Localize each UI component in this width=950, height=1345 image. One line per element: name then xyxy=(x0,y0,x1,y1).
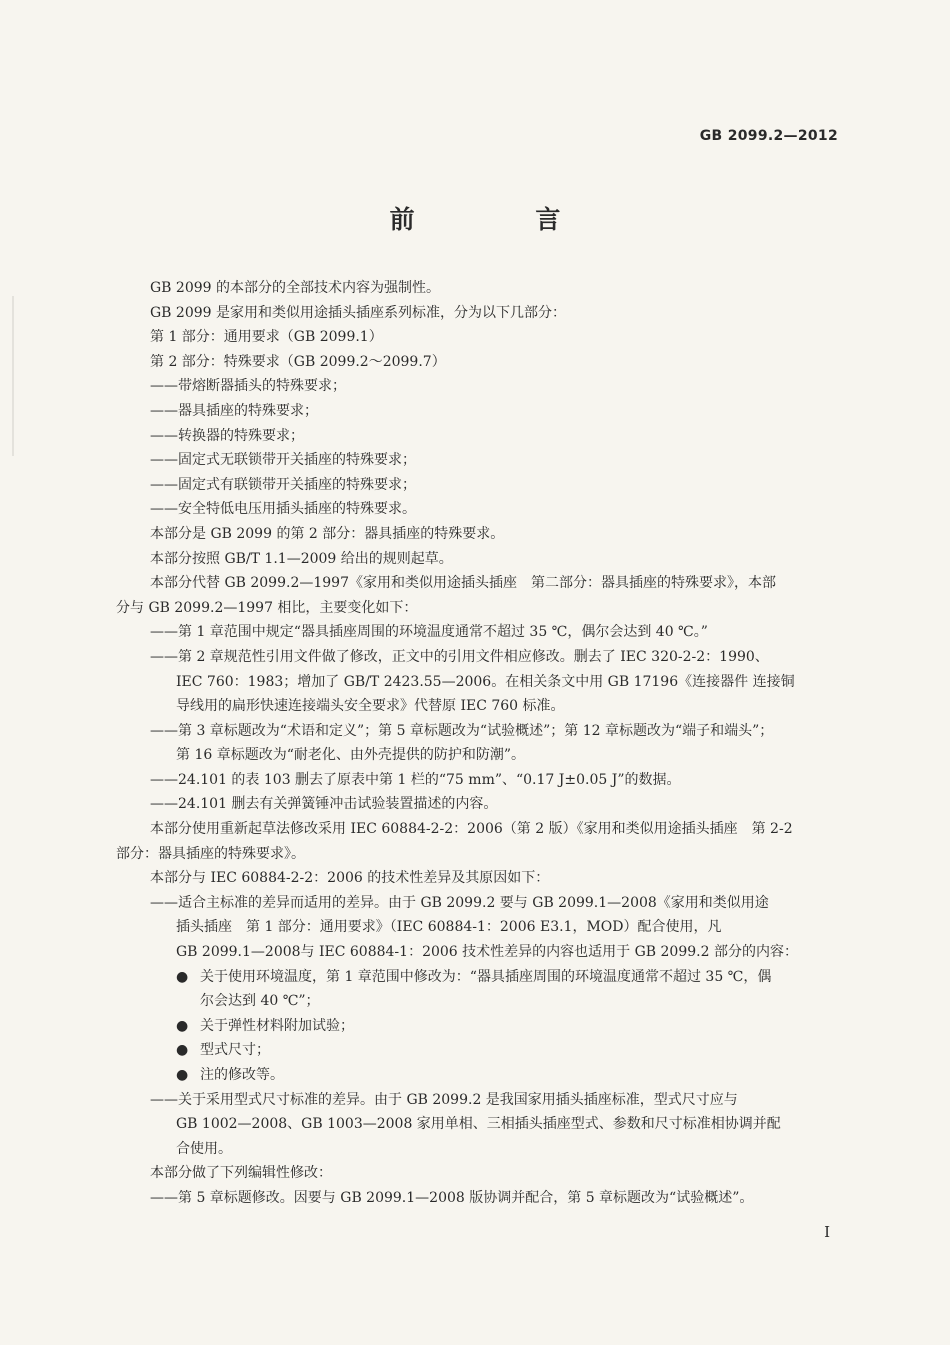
paragraph: 第 2 部分：特殊要求（GB 2099.2～2099.7） xyxy=(150,353,446,370)
list-item: ——第 2 章规范性引用文件做了修改，正文中的引用文件相应修改。删去了 IEC 320-2-2：1990、 xyxy=(150,648,769,665)
list-item: ——第 3 章标题改为“术语和定义”；第 5 章标题改为“试验概述”；第 12 章标题改为“端子和端头”； xyxy=(150,722,774,739)
list-item: ——转换器的特殊要求； xyxy=(150,427,304,444)
list-item: ——24.101 的表 103 删去了原表中第 1 栏的“75 mm”、“0.17 J±0.05 J”的数据。 xyxy=(150,771,681,788)
list-item: ——固定式无联锁带开关插座的特殊要求； xyxy=(150,452,416,469)
list-item-continuation: 插头插座 第 1 部分：通用要求》（IEC 60884-1：2006 E3.1，MOD）配合使用，凡 xyxy=(176,919,722,936)
bullet-text: 关于使用环境温度，第 1 章范围中修改为：“器具插座周围的环境温度通常不超过 35 ℃，偶 xyxy=(200,968,772,985)
list-item-continuation: GB 1002—2008、GB 1003—2008 家用单相、三相插头插座型式、参数和尺寸标准相协调并配 xyxy=(176,1116,781,1133)
list-item: ——器具插座的特殊要求； xyxy=(150,402,318,419)
bullet-item-continuation: 尔会达到 40 ℃”； xyxy=(200,993,320,1010)
standard-code: GB 2099.2—2012 xyxy=(699,128,838,144)
paragraph: 第 1 部分：通用要求（GB 2099.1） xyxy=(150,329,383,346)
bullet-icon: ● xyxy=(176,1017,189,1034)
list-item: ——关于采用型式尺寸标准的差异。由于 GB 2099.2 是我国家用插头插座标准，型式尺寸应与 xyxy=(150,1091,738,1108)
paragraph: 本部分做了下列编辑性修改： xyxy=(150,1165,332,1182)
list-item-continuation: 第 16 章标题改为“耐老化、由外壳提供的防护和防潮”。 xyxy=(176,747,526,764)
bullet-text: 注的修改等。 xyxy=(200,1067,284,1083)
list-item: ——24.101 删去有关弹簧锤冲击试验装置描述的内容。 xyxy=(150,796,498,813)
list-item: ——固定式有联锁带开关插座的特殊要求； xyxy=(150,476,416,493)
bullet-item xyxy=(116,1038,838,1063)
page-title: 前 言 xyxy=(389,205,617,234)
paragraph: GB 2099 的本部分的全部技术内容为强制性。 xyxy=(150,280,440,296)
bullet-icon: ● xyxy=(176,968,189,985)
paragraph: 本部分使用重新起草法修改采用 IEC 60884-2-2：2006（第 2 版）《家用和类似用途插头插座 第 2-2 xyxy=(150,821,793,838)
list-item: ——适合主标准的差异而适用的差异。由于 GB 2099.2 要与 GB 2099.1—2008《家用和类似用途 xyxy=(150,894,769,911)
bullet-text: 型式尺寸； xyxy=(200,1042,270,1059)
list-item: ——第 1 章范围中规定“器具插座周围的环境温度通常不超过 35 ℃，偶尔会达到 40 ℃。” xyxy=(150,624,708,641)
paragraph: GB 2099 是家用和类似用途插头插座系列标准，分为以下几部分： xyxy=(150,304,566,321)
bullet-item xyxy=(116,1063,838,1088)
foreword-body xyxy=(116,276,838,1211)
list-item: ——带熔断器插头的特殊要求； xyxy=(150,378,346,395)
list-item-continuation: 合使用。 xyxy=(176,1140,232,1157)
scan-artifact xyxy=(12,296,14,456)
paragraph: 本部分是 GB 2099 的第 2 部分：器具插座的特殊要求。 xyxy=(150,525,505,542)
list-item-continuation: IEC 760：1983；增加了 GB/T 2423.55—2006。在相关条文中用 GB 17196《连接器件 连接铜 xyxy=(176,673,795,690)
bullet-item xyxy=(116,965,838,990)
list-item-continuation: 导线用的扁形快速连接端头安全要求》代替原 IEC 760 标准。 xyxy=(176,698,565,715)
list-item: ——安全特低电压用插头插座的特殊要求。 xyxy=(150,501,416,518)
list-item-continuation: GB 2099.1—2008与 IEC 60884-1：2006 技术性差异的内容也适用于 GB 2099.2 部分的内容： xyxy=(176,944,798,961)
paragraph-continuation: 部分：器具插座的特殊要求》。 xyxy=(116,845,305,862)
bullet-icon: ● xyxy=(176,1067,189,1083)
paragraph: 本部分代替 GB 2099.2—1997《家用和类似用途插头插座 第二部分：器具插座的特殊要求》，本部 xyxy=(150,575,776,592)
bullet-icon: ● xyxy=(176,1042,189,1059)
bullet-text: 关于弹性材料附加试验； xyxy=(200,1017,354,1034)
paragraph: 本部分按照 GB/T 1.1—2009 给出的规则起草。 xyxy=(150,550,453,567)
page-number: I xyxy=(824,1223,830,1241)
bullet-item xyxy=(116,1014,838,1039)
paragraph: 本部分与 IEC 60884-2-2：2006 的技术性差异及其原因如下： xyxy=(150,870,550,887)
paragraph-continuation: 分与 GB 2099.2—1997 相比，主要变化如下： xyxy=(116,599,418,616)
list-item: ——第 5 章标题修改。因要与 GB 2099.1—2008 版协调并配合，第 5 章标题改为“试验概述”。 xyxy=(150,1189,754,1206)
